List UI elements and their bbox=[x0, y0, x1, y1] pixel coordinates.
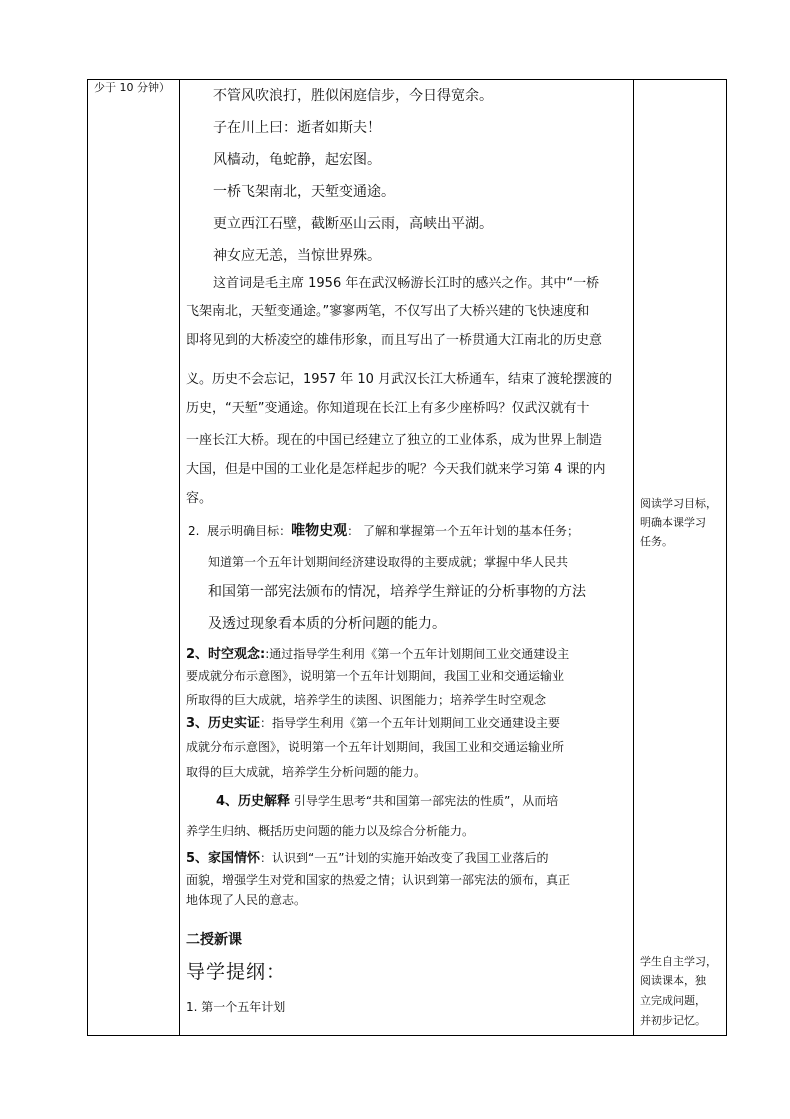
note-line: 学生自主学习， bbox=[640, 955, 717, 968]
note-line: 立完成问题， bbox=[640, 994, 706, 1007]
goal-3-line bbox=[186, 717, 560, 730]
goal-5-line bbox=[186, 852, 548, 865]
note-line: 阅读学习目标， bbox=[640, 497, 717, 510]
goal-2-line bbox=[186, 648, 569, 661]
poem-line: 子在川上曰：逝者如斯夫！ bbox=[213, 120, 381, 136]
note-line: 任务。 bbox=[640, 535, 673, 548]
intro-line: 即将见到的大桥凌空的雄伟形象，而且写出了一桥贯通大江南北的历史意 bbox=[186, 333, 603, 348]
goal-2-line-3: 所取得的巨大成就，培养学生的读图、识图能力；培养学生时空观念 bbox=[186, 693, 547, 707]
intro-line: 飞架南北，天堑变通途。”寥寥两笔，不仅写出了大桥兴建的飞快速度和 bbox=[186, 304, 590, 319]
poem-line: 不管风吹浪打，胜似闲庭信步，今日得宽余。 bbox=[213, 88, 493, 104]
intro-line: 义。历史不会忘记，1957 年 10 月武汉长江大桥通车，结束了渡轮摆渡的 bbox=[186, 372, 613, 387]
goal-5-label: 5、家国情怀 bbox=[186, 851, 261, 866]
goal-2-label: 2、时空观念: bbox=[186, 647, 266, 662]
goal-3-text: ：指导学生利用《第一个五年计划期间工业交通建设主要 bbox=[260, 716, 561, 730]
goal-4-line-2: 养学生归纳、概括历史问题的能力以及综合分析能力。 bbox=[186, 824, 475, 838]
intro-line: 这首词是毛主席 1956 年在武汉畅游长江时的感兴之作。其中“一桥 bbox=[213, 276, 600, 291]
poem-line: 神女应无恙，当惊世界殊。 bbox=[213, 248, 381, 264]
goal-1-label: 唯物史观 bbox=[291, 523, 348, 539]
goal-1-number: 2. bbox=[188, 524, 200, 538]
goal-4-line bbox=[216, 795, 558, 808]
note-line: 并初步记忆。 bbox=[640, 1014, 706, 1027]
goal-1-line-2: 知道第一个五年计划期间经济建设取得的主要成就；掌握中华人民共 bbox=[208, 555, 569, 569]
goal-1-line bbox=[188, 524, 579, 538]
goal-2-line-2: 要成就分布示意图》，说明第一个五年计划期间，我国工业和交通运输业 bbox=[186, 669, 565, 683]
time-note: 少于 10 分钟） bbox=[94, 81, 170, 94]
section-heading: 二授新课 bbox=[186, 932, 242, 948]
intro-line: 历史，“天堑”变通途。你知道现在长江上有多少座桥吗？仅武汉就有十 bbox=[186, 401, 590, 416]
goal-1-colon: ： bbox=[347, 524, 360, 538]
goal-5-line-2: 面貌，增强学生对党和国家的热爱之情；认识到第一部宪法的颁布，真正 bbox=[186, 873, 571, 887]
column-divider-left bbox=[179, 80, 180, 1035]
outline-title: 导学提纲： bbox=[186, 961, 287, 983]
poem-line: 更立西江石壁，截断巫山云雨，高峡出平湖。 bbox=[213, 216, 493, 232]
intro-line: 一座长江大桥。现在的中国已经建立了独立的工业体系，成为世界上制造 bbox=[186, 433, 603, 448]
note-line: 明确本课学习 bbox=[640, 516, 706, 529]
poem-line: 一桥飞架南北，天堑变通途。 bbox=[213, 184, 395, 200]
goal-5-text: ：认识到“一五”计划的实施开始改变了我国工业落后的 bbox=[260, 851, 549, 865]
column-divider-right bbox=[633, 80, 634, 1035]
goal-4-label: 4、历史解释 bbox=[216, 794, 291, 809]
outline-item: 1. 第一个五年计划 bbox=[186, 1000, 286, 1014]
goal-5-line-3: 地体现了人民的意志。 bbox=[186, 893, 307, 907]
goal-2-text: :通过指导学生利用《第一个五年计划期间工业交通建设主 bbox=[265, 647, 570, 661]
goal-4-text: 引导学生思考“共和国第一部宪法的性质”，从而培 bbox=[293, 794, 559, 808]
intro-line: 容。 bbox=[186, 491, 213, 506]
note-line: 阅读课本，独 bbox=[640, 974, 706, 987]
goal-3-line-2: 成就分布示意图》，说明第一个五年计划期间，我国工业和交通运输业所 bbox=[186, 740, 565, 754]
poem-line: 风樯动，龟蛇静，起宏图。 bbox=[213, 152, 381, 168]
goal-1-line-3: 和国第一部宪法颁布的情况，培养学生辩证的分析事物的方法 bbox=[208, 584, 586, 600]
goal-3-line-3: 取得的巨大成就，培养学生分析问题的能力。 bbox=[186, 765, 427, 779]
goal-1-prefix: 展示明确目标： bbox=[207, 524, 292, 538]
intro-line: 大国，但是中国的工业化是怎样起步的呢？今天我们就来学习第 4 课的内 bbox=[186, 462, 606, 477]
goal-1-text: 了解和掌握第一个五年计划的基本任务； bbox=[362, 524, 579, 538]
goal-3-label: 3、历史实证 bbox=[186, 716, 261, 731]
goal-1-line-4: 及透过现象看本质的分析问题的能力。 bbox=[208, 616, 446, 632]
